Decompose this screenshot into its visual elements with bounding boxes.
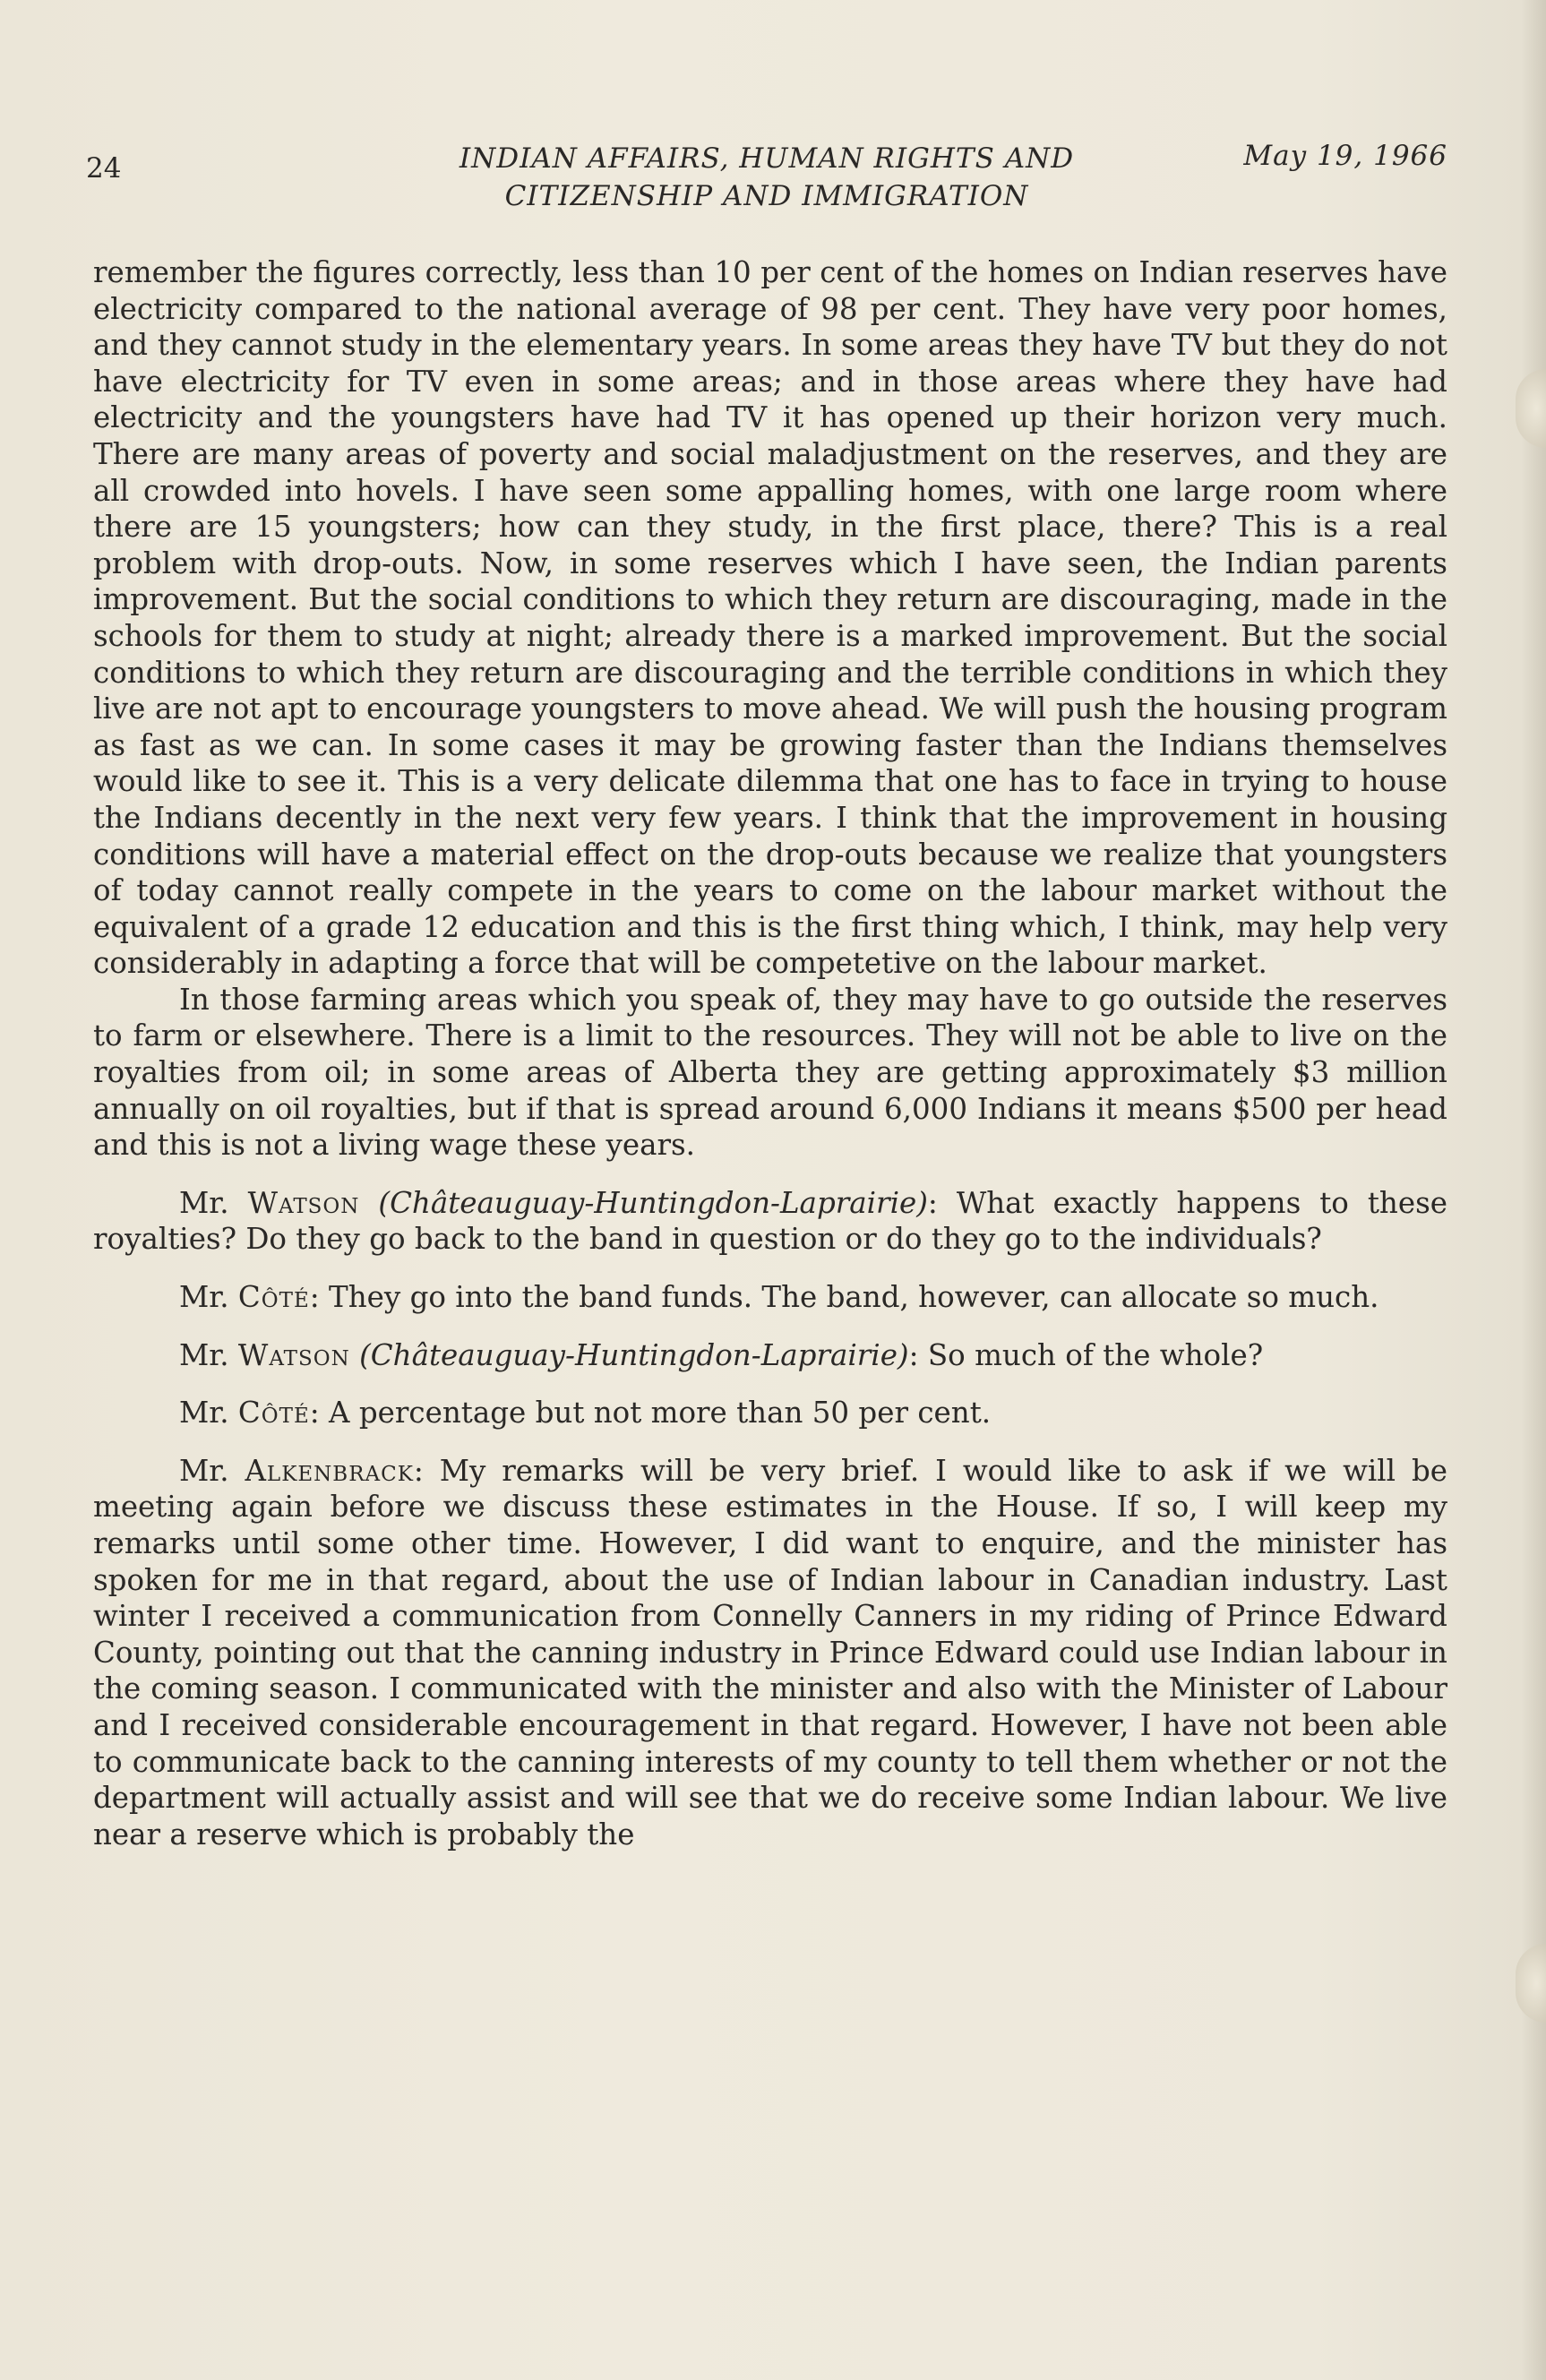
- speaker-riding: (Châteauguay-Huntingdon-Laprairie): [359, 1337, 909, 1372]
- speech-text: : So much of the whole?: [908, 1337, 1264, 1372]
- speech-paragraph: [93, 1279, 1447, 1316]
- speaker-riding: (Châteauguay-Huntingdon-Laprairie): [378, 1185, 928, 1220]
- speech-paragraph: [93, 1453, 1447, 1853]
- speech-text: : My remarks will be very brief. I would like to ask if we will be meeting again before we discuss these estimates in the House. If so, I will keep my remarks until some other time. However, I did want to enquire, and the minister has spoken for me in that regard, about the use of Indian labour in Canadian industry. Last winter I received a communication from Connelly Canners in my riding of Prince Edward County, pointing out that the canning industry in Prince Edward could use Indian labour in the coming season. I communicated with the minister and also with the Minister of Labour and I received considerable encouragement in that regard. However, I have not been able to communicate back to the canning interests of my county to tell them whether or not the department will actually assist and will see that we do receive some Indian labour. We live near a reserve which is probably the: [93, 1453, 1447, 1852]
- speaker-name: Côté: [237, 1396, 310, 1431]
- speech-text: : What exactly happens to these royalties? Do they go back to the band in question or do they go to the individuals?: [93, 1185, 1447, 1257]
- speaker-prefix: Mr.: [179, 1453, 229, 1488]
- speech-paragraph: [93, 1337, 1447, 1374]
- speaker-prefix: Mr.: [179, 1185, 229, 1220]
- speech-paragraph: [93, 1395, 1447, 1431]
- speaker-name: Alkenbrack: [245, 1453, 414, 1488]
- paragraph-text: In those farming areas which you speak of, they may have to go outside the reserves to farm or elsewhere. There is a limit to the resources. They will not be able to live on the royalties from oil; in some areas of Alberta they are getting approximately $3 million annually on oil royalties, but if that is spread around 6,000 Indians it means $500 per head and this is not a living wage these years.: [93, 982, 1447, 1163]
- page-edge-shadow: [1521, 0, 1546, 2380]
- paragraph: [93, 254, 1447, 982]
- speech-text: : They go into the band funds. The band, however, can allocate so much.: [309, 1280, 1379, 1315]
- running-date: May 19, 1966: [1243, 140, 1447, 172]
- speech-text: : A percentage but not more than 50 per cent.: [309, 1396, 992, 1431]
- running-title-line-1: INDIAN AFFAIRS, HUMAN RIGHTS AND: [459, 142, 1075, 175]
- speaker-prefix: Mr.: [179, 1337, 229, 1372]
- speaker-prefix: Mr.: [179, 1396, 229, 1431]
- paragraph: [93, 982, 1447, 1164]
- speaker-name: Watson: [237, 1337, 350, 1372]
- speaker-name: Watson: [247, 1185, 360, 1220]
- running-title-line-2: CITIZENSHIP AND IMMIGRATION: [504, 180, 1029, 212]
- speaker-name: Côté: [237, 1280, 310, 1315]
- speech-paragraph: [93, 1185, 1447, 1258]
- page-number: 24: [86, 152, 122, 185]
- speaker-prefix: Mr.: [179, 1280, 229, 1315]
- paragraph-text: remember the figures correctly, less than 10 per cent of the homes on Indian reserves have electricity compared to the national average of 98 per cent. They have very poor homes, and they cannot study in the elementary years. In some areas they have TV but they do not have electricity for TV even in some areas; and in those areas where they have had electricity and the youngsters have had TV it has opened up their horizon very much. There are many areas of poverty and social maladjustment on the reserves, and they are all crowded into hovels. I have seen some appalling homes, with one large room where there are 15 youngsters; how can they study, in the first place, there? This is a real problem with drop-outs. Now, in some reserves which I have seen, the Indian parents improvement. But the social conditions to which they return are discouraging, made in the schools for them to study at night; already there is a marked improvement. But the social conditions to which they return are discouraging and the terrible conditions in which they live are not apt to encourage youngsters to move ahead. We will push the housing program as fast as we can. In some cases it may be growing faster than the Indians themselves would like to see it. This is a very delicate dilemma that one has to face in trying to house the Indians decently in the next very few years. I think that the improvement in housing conditions will have a material effect on the drop-outs because we realize that youngsters of today cannot really compete in the years to come on the labour market without the equivalent of a grade 12 education and this is the first thing which, I think, may help very considerably in adapting a force that will be competetive on the labour market.: [93, 255, 1447, 981]
- page-header: [86, 134, 1447, 215]
- body-text: [93, 254, 1447, 1852]
